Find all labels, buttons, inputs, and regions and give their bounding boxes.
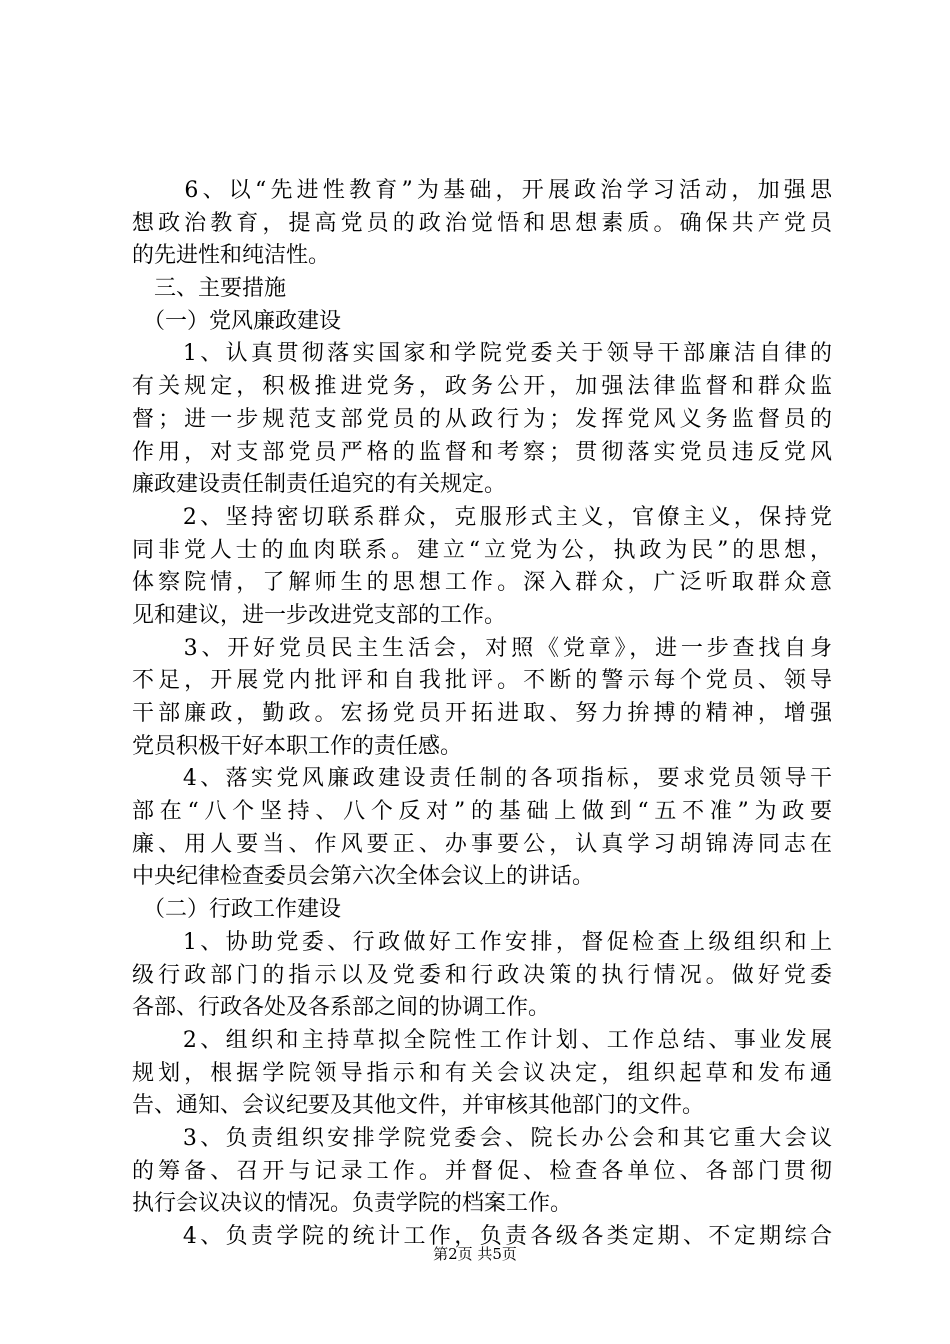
text-line: 的先进性和纯洁性。 <box>132 243 331 269</box>
text-line: 部在“八个坚持、八个反对”的基础上做到“五不准”为政要 <box>132 799 832 825</box>
text-line: 见和建议，进一步改进党支部的工作。 <box>132 602 507 628</box>
text-line: 同非党人士的血肉联系。建立“立党为公，执政为民”的思想， <box>132 537 832 563</box>
text-line: 体察院情，了解师生的思想工作。深入群众，广泛听取群众意 <box>132 570 832 596</box>
text-line: 想政治教育，提高党员的政治觉悟和思想素质。确保共产党员 <box>132 210 832 236</box>
text-line: 的筹备、召开与记录工作。并督促、检查各单位、各部门贯彻 <box>132 1158 832 1184</box>
text-line: 4、落实党风廉政建设责任制的各项指标，要求党员领导干 <box>132 766 832 792</box>
text-line: 干部廉政，勤政。宏扬党员开拓进取、努力拚搏的精神，增强 <box>132 701 832 726</box>
page-footer: 第2页 共5页 <box>433 1245 517 1263</box>
text-line: 中央纪律检查委员会第六次全体会议上的讲话。 <box>132 864 595 890</box>
text-line: 6、以“先进性教育”为基础，开展政治学习活动，加强思 <box>132 178 832 203</box>
text-line: 各部、行政各处及各系部之间的协调工作。 <box>132 995 551 1021</box>
text-line: 3、负责组织安排学院党委会、院长办公会和其它重大会议 <box>132 1125 832 1151</box>
text-line: 廉政建设责任制责任追究的有关规定。 <box>132 472 507 498</box>
text-line: 党员积极干好本职工作的责任感。 <box>132 733 463 759</box>
text-line: （二）行政工作建设 <box>132 897 342 923</box>
text-line: 作用，对支部党员严格的监督和考察；贯彻落实党员违反党风 <box>132 439 832 465</box>
text-line: 告、通知、会议纪要及其他文件，并审核其他部门的文件。 <box>132 1093 705 1119</box>
document-body <box>132 175 832 1254</box>
text-line: 2、坚持密切联系群众，克服形式主义，官僚主义，保持党 <box>132 504 832 530</box>
text-line: 有关规定，积极推进党务，政务公开，加强法律监督和群众监 <box>132 374 832 400</box>
text-line: 级行政部门的指示以及党委和行政决策的执行情况。做好党委 <box>132 962 832 988</box>
text-line: 1、协助党委、行政做好工作安排，督促检查上级组织和上 <box>132 929 832 955</box>
text-line: 2、组织和主持草拟全院性工作计划、工作总结、事业发展 <box>132 1027 832 1053</box>
text-line: 督；进一步规范支部党员的从政行为；发挥党风义务监督员的 <box>132 406 832 432</box>
text-line: （一）党风廉政建设 <box>132 308 342 334</box>
text-line: 执行会议决议的情况。负责学院的档案工作。 <box>132 1191 573 1217</box>
text-line: 3、开好党员民主生活会，对照《党章》，进一步查找自身 <box>132 635 832 661</box>
text-line: 廉、用人要当、作风要正、办事要公，认真学习胡锦涛同志在 <box>132 831 832 857</box>
text-line: 4、负责学院的统计工作，负责各级各类定期、不定期综合 <box>132 1224 832 1249</box>
text-line: 规划，根据学院领导指示和有关会议决定，组织起草和发布通 <box>132 1060 832 1086</box>
text-line: 1、认真贯彻落实国家和学院党委关于领导干部廉洁自律的 <box>132 341 832 367</box>
text-line: 三、主要措施 <box>132 276 287 302</box>
text-line: 不足，开展党内批评和自我批评。不断的警示每个党员、领导 <box>132 668 832 694</box>
